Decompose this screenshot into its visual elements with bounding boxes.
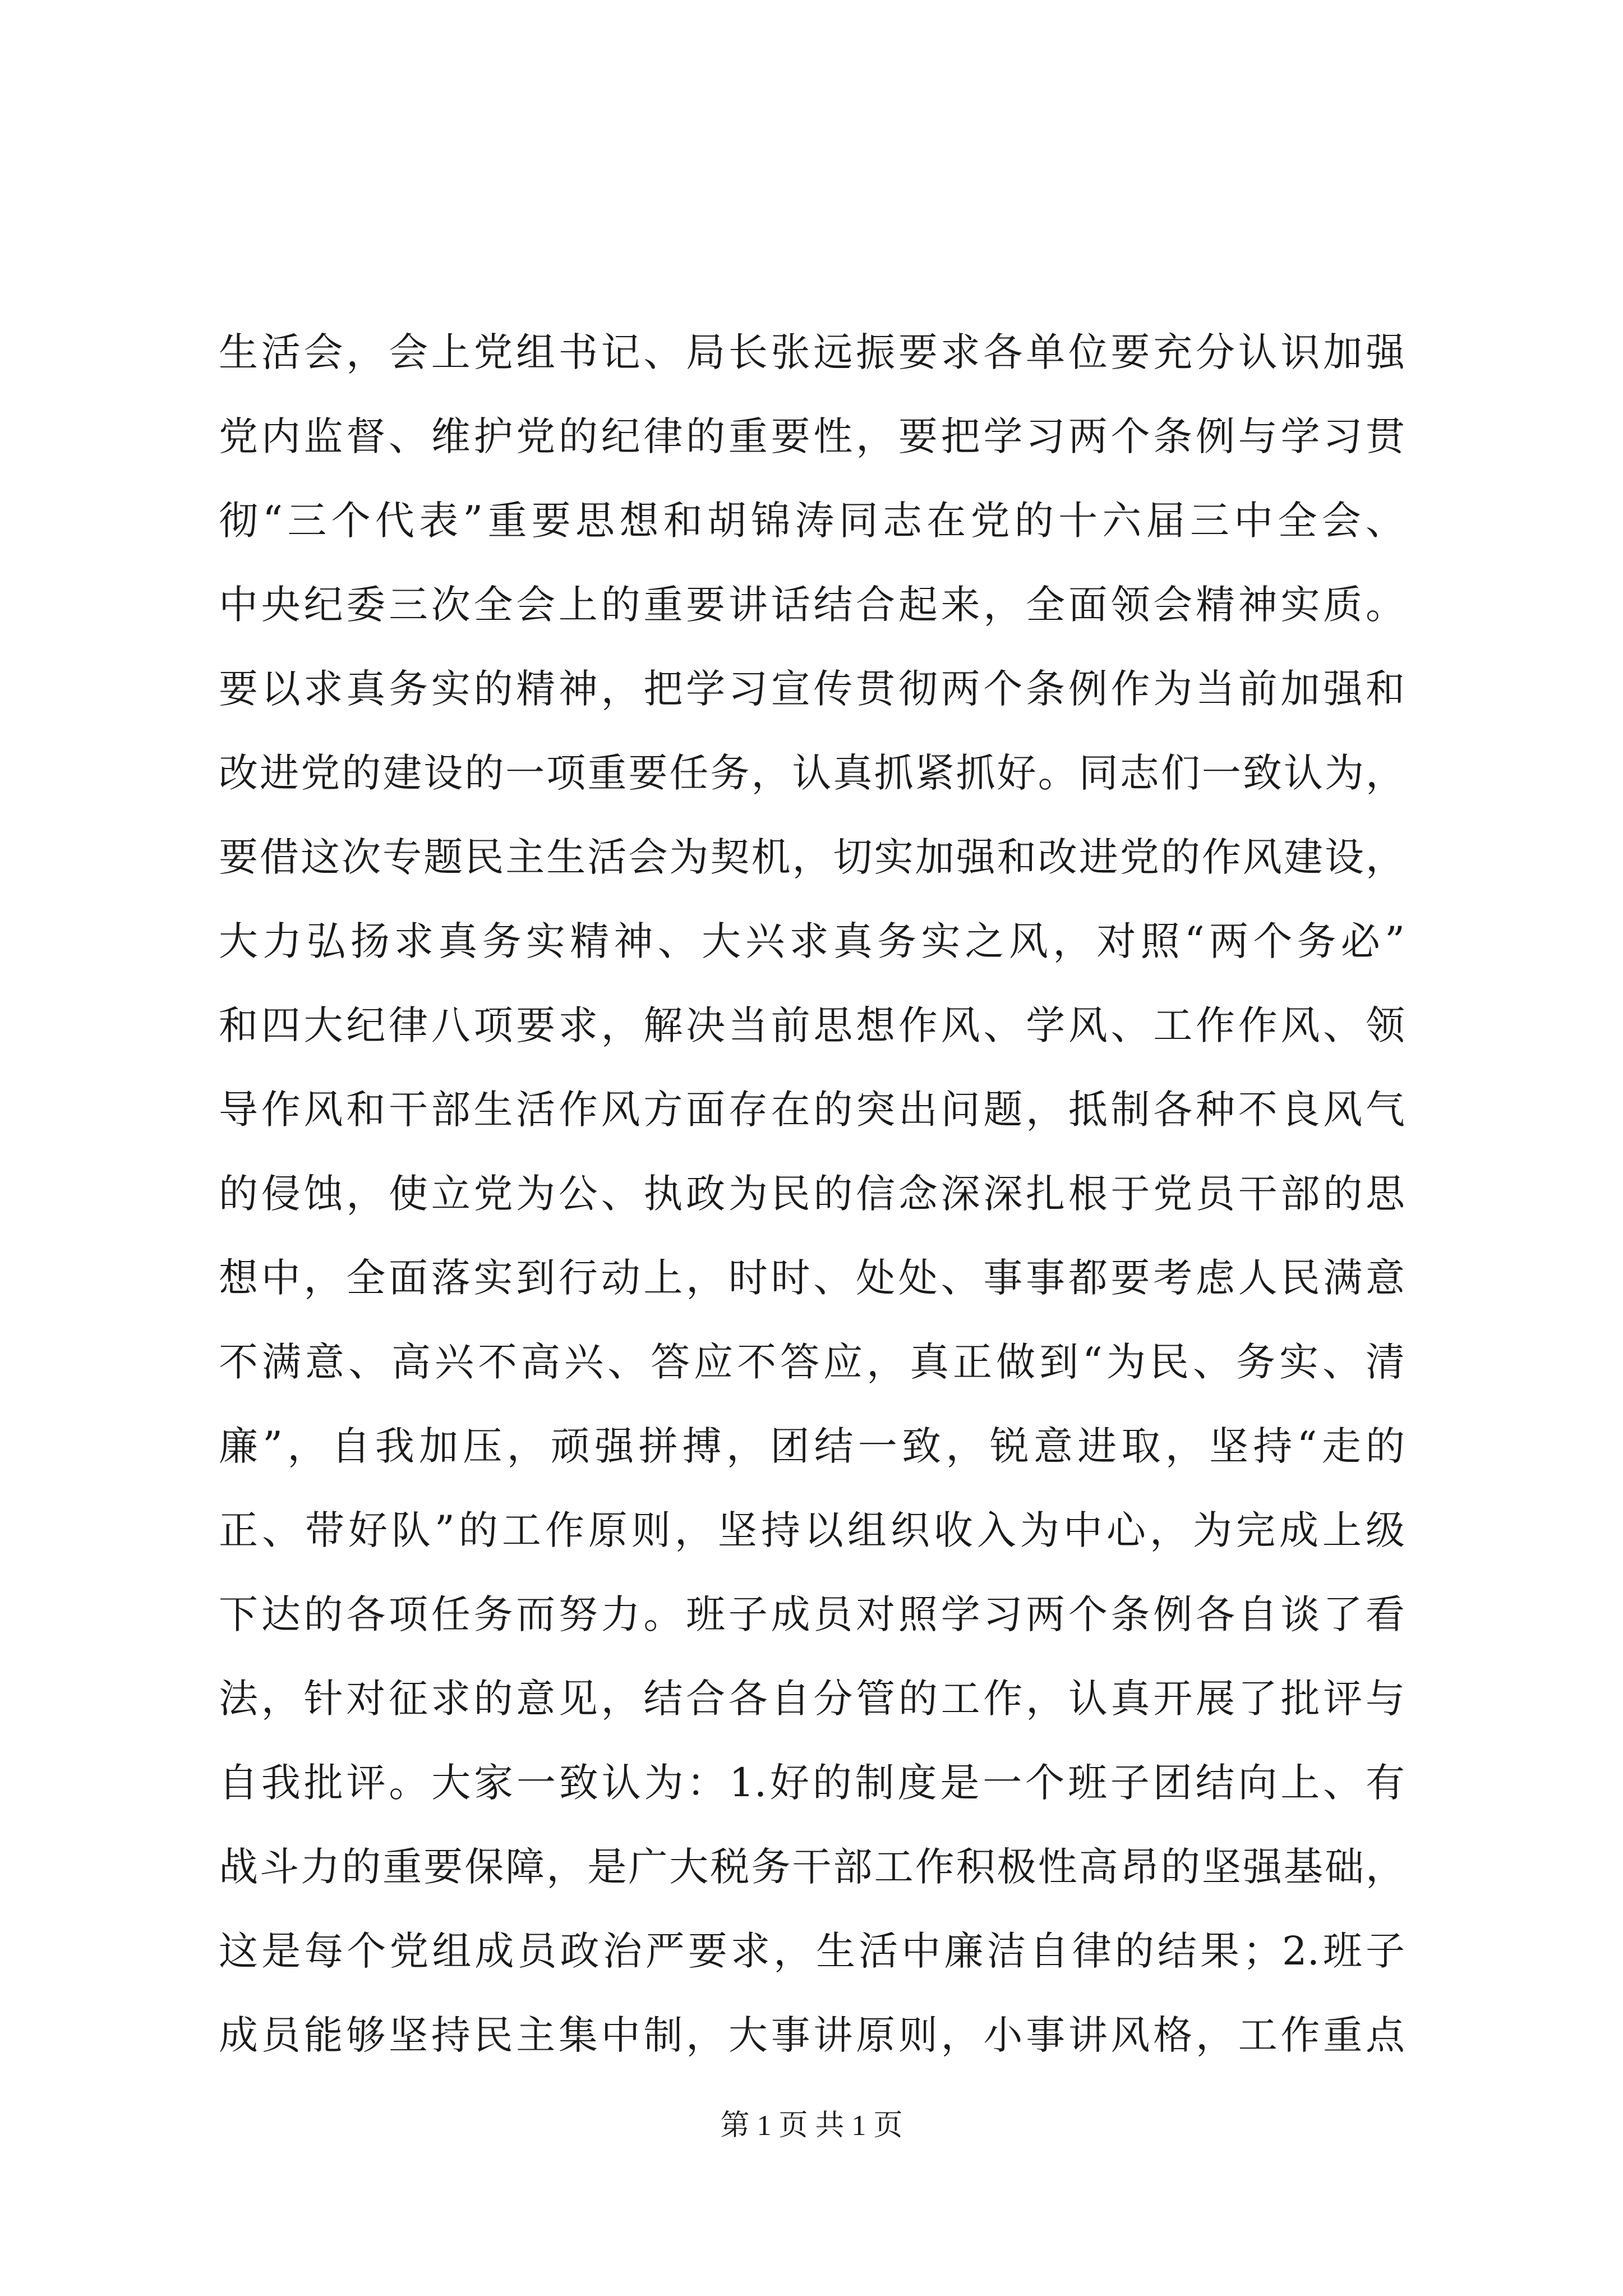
text-line: 要借这次专题民主生活会为契机，切实加强和改进党的作风建设， [219, 834, 1405, 880]
text-line: 正、带好队”的工作原则，坚持以组织收入为中心，为完成上级 [219, 1507, 1405, 1553]
text-line: 自我批评。大家一致认为：1.好的制度是一个班子团结向上、有 [219, 1760, 1405, 1806]
text-line: 战斗力的重要保障，是广大税务干部工作积极性高昂的坚强基础， [219, 1844, 1405, 1890]
text-line: 导作风和干部生活作风方面存在的突出问题，抵制各种不良风气 [219, 1087, 1405, 1133]
text-line: 下达的各项任务而努力。班子成员对照学习两个条例各自谈了看 [219, 1591, 1405, 1637]
text-line: 生活会，会上党组书记、局长张远振要求各单位要充分认识加强 [219, 329, 1405, 375]
text-line: 想中，全面落实到行动上，时时、处处、事事都要考虑人民满意 [219, 1255, 1405, 1301]
page-number-label: 第 1 页 共 1 页 [720, 2110, 903, 2142]
text-line: 改进党的建设的一项重要任务，认真抓紧抓好。同志们一致认为， [219, 750, 1405, 796]
text-line: 的侵蚀，使立党为公、执政为民的信念深深扎根于党员干部的思 [219, 1171, 1405, 1217]
text-line: 成员能够坚持民主集中制，大事讲原则，小事讲风格，工作重点 [219, 2012, 1405, 2058]
text-line: 和四大纪律八项要求，解决当前思想作风、学风、工作作风、领 [219, 1002, 1405, 1048]
text-line: 中央纪委三次全会上的重要讲话结合起来，全面领会精神实质。 [219, 582, 1405, 628]
text-line: 党内监督、维护党的纪律的重要性，要把学习两个条例与学习贯 [219, 413, 1405, 459]
page-footer [0, 2106, 1623, 2146]
body-text [219, 310, 1405, 2077]
text-line: 大力弘扬求真务实精神、大兴求真务实之风，对照“两个务必” [219, 918, 1405, 964]
text-line: 廉”，自我加压，顽强拼搏，团结一致，锐意进取，坚持“走的 [219, 1423, 1405, 1469]
text-line: 彻“三个代表”重要思想和胡锦涛同志在党的十六届三中全会、 [219, 498, 1405, 544]
text-line: 要以求真务实的精神，把学习宣传贯彻两个条例作为当前加强和 [219, 666, 1405, 712]
text-line: 法，针对征求的意见，结合各自分管的工作，认真开展了批评与 [219, 1676, 1405, 1722]
text-line: 不满意、高兴不高兴、答应不答应，真正做到“为民、务实、清 [219, 1339, 1405, 1385]
text-line: 这是每个党组成员政治严要求，生活中廉洁自律的结果；2.班子 [219, 1928, 1405, 1974]
